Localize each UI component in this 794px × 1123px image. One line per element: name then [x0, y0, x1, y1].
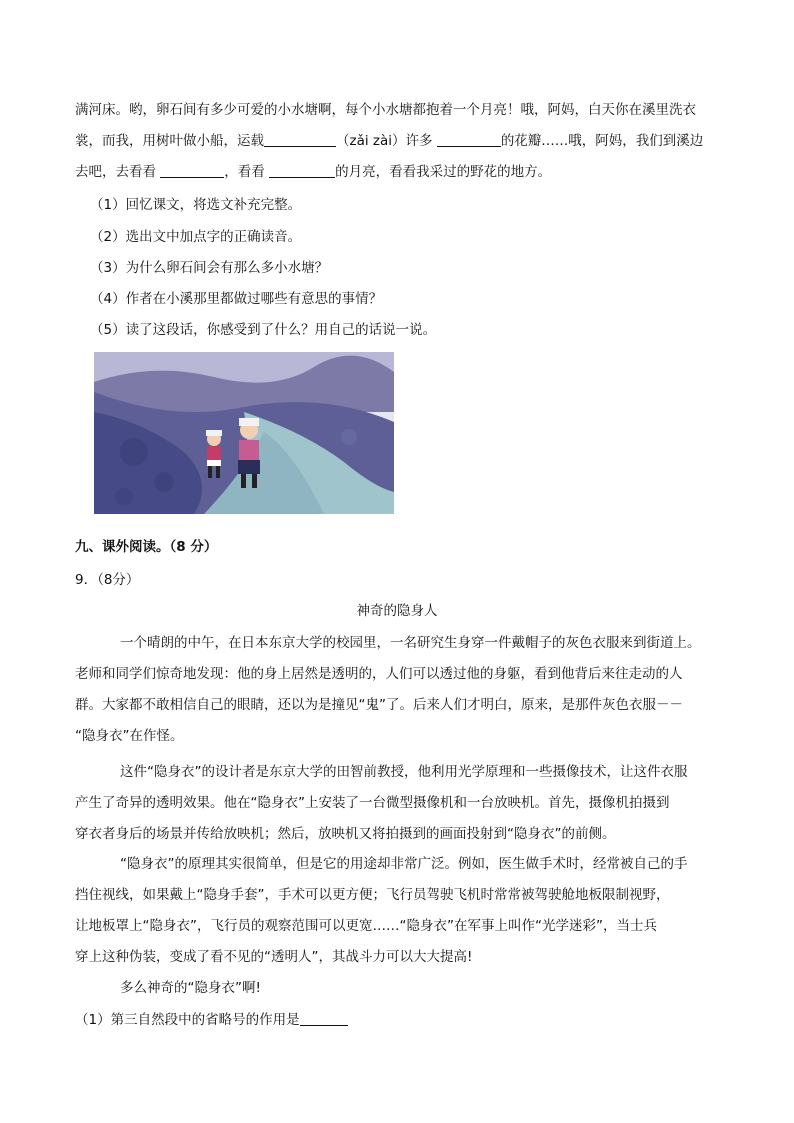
- question-item: （4）作者在小溪那里都做过哪些有意思的事情？: [90, 291, 383, 307]
- fill-blank-2[interactable]: [437, 132, 501, 147]
- passage-line-1: 满河床。哟，卵石间有多少可爱的小水塘啊，每个小水塘都抱着一个月亮！哦，阿妈，白天你在溪里洗衣: [75, 102, 696, 118]
- question-item: （1）回忆课文，将选文补充完整。: [90, 197, 302, 213]
- question-number: 9．（8分）: [75, 572, 140, 588]
- passage-text: ，看看: [224, 164, 265, 180]
- paragraph-line: “隐身衣”的原理其实很简单，但是它的用途却非常广泛。例如，医生做手术时，经常被自己的手: [120, 856, 688, 872]
- illustration-children-walking: [94, 352, 394, 514]
- passage-text: 裳，而我，用树叶做小船，运载: [75, 133, 264, 149]
- sub-question: [75, 1010, 348, 1030]
- fill-blank-3[interactable]: [160, 163, 224, 178]
- passage-line-2: [75, 131, 703, 151]
- paragraph-line: 产生了奇异的透明效果。他在“隐身衣”上安装了一台微型摄像机和一台放映机。首先，摄像机拍摄到: [75, 795, 670, 811]
- section-heading: 九、课外阅读。（8 分）: [75, 539, 218, 555]
- fill-blank-1[interactable]: [264, 132, 336, 147]
- paragraph-line: 这件“隐身衣”的设计者是东京大学的田智前教授，他利用光学原理和一些摄像技术，让这件衣服: [120, 764, 688, 780]
- fill-blank-4[interactable]: [269, 163, 335, 178]
- paragraph-line: 穿上这种伪装，变成了看不见的“透明人”，其战斗力可以大大提高!: [75, 949, 473, 965]
- paragraph-line: 多么神奇的“隐身衣”啊!: [120, 980, 261, 996]
- answer-blank[interactable]: [300, 1011, 348, 1026]
- passage-text: 的月亮，看看我采过的野花的地方。: [335, 164, 552, 180]
- paragraph-line: 老师和同学们惊奇地发现：他的身上居然是透明的，人们可以透过他的身躯，看到他背后来往走动的人: [75, 666, 683, 682]
- passage-text: 的花瓣……哦，阿妈，我们到溪边: [500, 133, 704, 149]
- passage-text: （zǎi zài）许多: [336, 133, 433, 149]
- question-item: （2）选出文中加点字的正确读音。: [90, 229, 302, 245]
- paragraph-line: 穿衣者身后的场景并传给放映机；然后，放映机又将拍摄到的画面投射到“隐身衣”的前侧。: [75, 826, 616, 842]
- passage-text: 去吧，去看看: [75, 164, 156, 180]
- paragraph-line: 挡住视线，如果戴上“隐身手套”，手术可以更方便；飞行员驾驶飞机时常常被驾驶舱地板限制视野，: [75, 887, 670, 903]
- paragraph-line: “隐身衣”在作怪。: [75, 728, 184, 744]
- passage-line-3: [75, 162, 551, 182]
- paragraph-line: 一个晴朗的中午，在日本东京大学的校园里，一名研究生身穿一件戴帽子的灰色衣服来到街道上。: [120, 635, 701, 651]
- paragraph-line: 群。大家都不敢相信自己的眼睛，还以为是撞见“鬼”了。后来人们才明白，原来，是那件灰色衣服－－: [75, 697, 683, 713]
- article-title: 神奇的隐身人: [356, 603, 438, 619]
- paragraph-line: 让地板罩上“隐身衣”，飞行员的观察范围可以更宽……“隐身衣”在军事上叫作“光学迷彩”，当士兵: [75, 918, 657, 934]
- question-item: （5）读了这段话，你感受到了什么？用自己的话说一说。: [90, 322, 437, 338]
- sub-question-text: （1）第三自然段中的省略号的作用是: [75, 1012, 300, 1028]
- question-item: （3）为什么卵石间会有那么多小水塘？: [90, 260, 329, 276]
